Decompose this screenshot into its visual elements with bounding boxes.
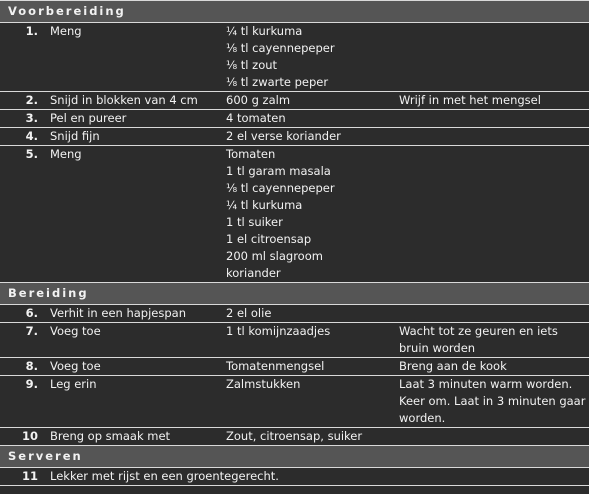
ingredient-line: 200 ml slagroom — [226, 249, 323, 263]
step-number: 4. — [0, 128, 50, 146]
step-note — [399, 428, 589, 446]
step-row — [0, 128, 589, 146]
step-row — [0, 305, 589, 323]
step-action: Snijd in blokken van 4 cm — [50, 92, 226, 110]
step-row — [0, 146, 589, 283]
step-ingredients — [226, 323, 399, 358]
step-number: 11 — [0, 468, 50, 486]
step-number: 1. — [0, 23, 50, 92]
step-number: 10 — [0, 428, 50, 446]
ingredient-line: 2 el olie — [226, 306, 272, 320]
step-number: 2. — [0, 92, 50, 110]
step-action: Breng op smaak met — [50, 428, 226, 446]
step-number: 3. — [0, 110, 50, 128]
step-ingredients — [226, 23, 399, 92]
step-ingredients — [226, 110, 399, 128]
section-header — [0, 283, 589, 305]
step-note: Wacht tot ze geuren en iets bruin worden — [399, 323, 589, 358]
step-action: Pel en pureer — [50, 110, 226, 128]
step-action: Voeg toe — [50, 358, 226, 376]
step-ingredients — [226, 128, 399, 146]
step-row — [0, 428, 589, 446]
step-ingredients — [226, 146, 399, 283]
ingredient-line: ¼ tl kurkuma — [226, 198, 303, 212]
ingredient-line: ⅛ tl zwarte peper — [226, 75, 329, 89]
ingredient-line: 4 tomaten — [226, 111, 286, 125]
ingredient-line: 600 g zalm — [226, 93, 291, 107]
section-title: Serveren — [0, 446, 589, 468]
step-note — [399, 110, 589, 128]
step-ingredients — [226, 305, 399, 323]
step-row — [0, 323, 589, 358]
step-action: Leg erin — [50, 376, 226, 428]
step-note: Wrijf in met het mengsel — [399, 92, 589, 110]
section-header — [0, 446, 589, 468]
step-number: 6. — [0, 305, 50, 323]
step-action: Meng — [50, 146, 226, 283]
step-row — [0, 468, 589, 486]
step-note — [399, 23, 589, 92]
step-number: 9. — [0, 376, 50, 428]
step-row — [0, 23, 589, 92]
ingredient-line: Tomaten — [226, 147, 276, 161]
step-action: Snijd fijn — [50, 128, 226, 146]
ingredient-line: 1 tl garam masala — [226, 164, 331, 178]
section-title: Bereiding — [0, 283, 589, 305]
step-action: Lekker met rijst en een groentegerecht. — [50, 468, 589, 486]
step-note: Breng aan de kook — [399, 358, 589, 376]
step-number: 7. — [0, 323, 50, 358]
ingredient-line: ⅛ tl zout — [226, 58, 278, 72]
ingredient-line: Zalmstukken — [226, 377, 301, 391]
ingredient-line: 1 tl komijnzaadjes — [226, 324, 331, 338]
step-action: Verhit in een hapjespan — [50, 305, 226, 323]
step-ingredients — [226, 92, 399, 110]
step-number: 8. — [0, 358, 50, 376]
ingredient-line: Zout, citroensap, suiker — [226, 429, 363, 443]
step-row — [0, 358, 589, 376]
ingredient-line: ¼ tl kurkuma — [226, 24, 303, 38]
ingredient-line: 1 tl suiker — [226, 215, 283, 229]
ingredient-line: ⅛ tl cayennepeper — [226, 41, 335, 55]
step-ingredients — [226, 358, 399, 376]
step-ingredients — [226, 376, 399, 428]
ingredient-line: ⅛ tl cayennepeper — [226, 181, 335, 195]
step-note — [399, 146, 589, 283]
step-number: 5. — [0, 146, 50, 283]
step-action: Meng — [50, 23, 226, 92]
ingredient-line: 2 el verse koriander — [226, 129, 341, 143]
step-note — [399, 128, 589, 146]
step-row — [0, 110, 589, 128]
step-action: Voeg toe — [50, 323, 226, 358]
ingredient-line: koriander — [226, 266, 281, 280]
ingredient-line: Tomatenmengsel — [226, 359, 325, 373]
step-row — [0, 92, 589, 110]
step-note — [399, 305, 589, 323]
step-ingredients — [226, 428, 399, 446]
step-row — [0, 376, 589, 428]
section-header — [0, 1, 589, 23]
section-title: Voorbereiding — [0, 1, 589, 23]
step-note: Laat 3 minuten warm worden. Keer om. Laat in 3 minuten gaar worden. — [399, 376, 589, 428]
ingredient-line: 1 el citroensap — [226, 232, 312, 246]
